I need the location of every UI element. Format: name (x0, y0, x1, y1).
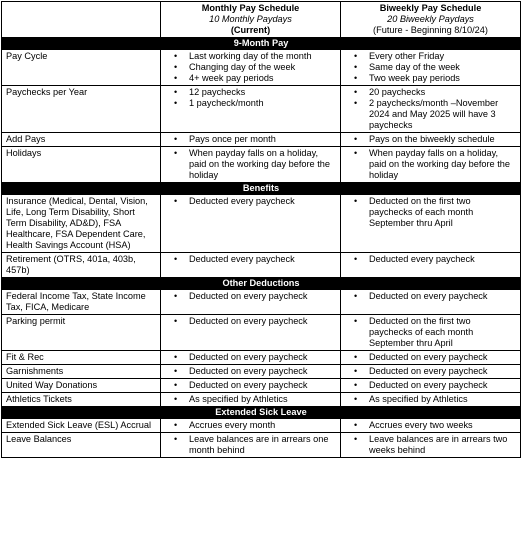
section-header-benefits: Benefits (2, 183, 521, 195)
biweekly-cell (341, 195, 521, 253)
monthly-cell (161, 50, 341, 86)
table-row (2, 195, 521, 253)
section-row (2, 278, 521, 290)
bullet-list (345, 380, 516, 391)
bullet-item: • When payday falls on a holiday, paid on the working day before the holiday (369, 148, 516, 181)
row-label: Leave Balances (2, 433, 161, 458)
bullet-list (345, 254, 516, 265)
biweekly-cell (341, 365, 521, 379)
bullet-list (165, 434, 336, 456)
row-label: Paychecks per Year (2, 86, 161, 133)
bullet-item: • Accrues every two weeks (369, 420, 516, 431)
row-label: Retirement (OTRS, 401a, 403b, 457b) (2, 253, 161, 278)
table-row (2, 315, 521, 351)
table-row (2, 433, 521, 458)
table-row (2, 365, 521, 379)
monthly-cell (161, 147, 341, 183)
bullet-list (165, 134, 336, 145)
monthly-cell (161, 379, 341, 393)
section-header-nine-month: 9-Month Pay (2, 38, 521, 50)
bullet-item: • Same day of the week (369, 62, 516, 73)
bullet-list (165, 196, 336, 207)
bullet-item: • Deducted every paycheck (189, 196, 336, 207)
row-label: United Way Donations (2, 379, 161, 393)
bullet-list (345, 434, 516, 456)
bullet-list (345, 316, 516, 349)
biweekly-cell (341, 50, 521, 86)
header-empty-cell (2, 2, 161, 38)
row-label: Pay Cycle (2, 50, 161, 86)
section-row (2, 183, 521, 195)
bullet-list (345, 352, 516, 363)
bullet-item: • As specified by Athletics (189, 394, 336, 405)
table-row (2, 86, 521, 133)
bullet-list (165, 352, 336, 363)
bullet-list (345, 420, 516, 431)
section-row (2, 407, 521, 419)
bullet-item: • Pays on the biweekly schedule (369, 134, 516, 145)
monthly-cell (161, 351, 341, 365)
bullet-list (165, 87, 336, 109)
bullet-item: • 4+ week pay periods (189, 73, 336, 84)
bullet-list (165, 366, 336, 377)
table-row (2, 351, 521, 365)
table-row (2, 50, 521, 86)
bullet-item: • Leave balances are in arrears two weeks behind (369, 434, 516, 456)
bullet-item: • Deducted on every paycheck (369, 352, 516, 363)
bullet-item: • Last working day of the month (189, 51, 336, 62)
biweekly-subtitle: 20 Biweekly Paydays (387, 14, 474, 24)
monthly-header (161, 2, 341, 38)
monthly-cell (161, 419, 341, 433)
header-row (2, 2, 521, 38)
row-label: Federal Income Tax, State Income Tax, FICA, Medicare (2, 290, 161, 315)
row-label: Holidays (2, 147, 161, 183)
row-label: Garnishments (2, 365, 161, 379)
row-label: Insurance (Medical, Dental, Vision, Life, Long Term Disability, Short Term Disability, AD&D), FSA Healthcare, FSA Dependent Care, Health Savings Account (HSA) (2, 195, 161, 253)
biweekly-cell (341, 419, 521, 433)
biweekly-cell (341, 393, 521, 407)
biweekly-header (341, 2, 521, 38)
bullet-item: • Deducted on every paycheck (189, 316, 336, 327)
bullet-list (345, 196, 516, 229)
monthly-cell (161, 365, 341, 379)
bullet-list (345, 51, 516, 84)
biweekly-cell (341, 133, 521, 147)
bullet-list (345, 366, 516, 377)
bullet-item: • Deducted on the first two paychecks of each month September thru April (369, 196, 516, 229)
bullet-item: • 2 paychecks/month –November 2024 and May 2025 will have 3 paychecks (369, 98, 516, 131)
biweekly-cell (341, 433, 521, 458)
monthly-cell (161, 86, 341, 133)
monthly-subtitle: 10 Monthly Paydays (209, 14, 292, 24)
monthly-cell (161, 393, 341, 407)
monthly-cell (161, 195, 341, 253)
monthly-cell (161, 315, 341, 351)
bullet-item: • 12 paychecks (189, 87, 336, 98)
bullet-item: • Deducted on every paycheck (189, 291, 336, 302)
section-row (2, 38, 521, 50)
table-row (2, 393, 521, 407)
bullet-list (165, 148, 336, 181)
table-row (2, 253, 521, 278)
bullet-item: • Deducted every paycheck (189, 254, 336, 265)
biweekly-note: (Future - Beginning 8/10/24) (373, 25, 488, 35)
table-row (2, 419, 521, 433)
bullet-item: • Leave balances are in arrears one month behind (189, 434, 336, 456)
section-header-extended-sick-leave: Extended Sick Leave (2, 407, 521, 419)
row-label: Parking permit (2, 315, 161, 351)
bullet-list (165, 51, 336, 84)
table-row (2, 147, 521, 183)
monthly-cell (161, 290, 341, 315)
bullet-list (345, 394, 516, 405)
monthly-cell (161, 253, 341, 278)
bullet-item: • Deducted on every paycheck (369, 291, 516, 302)
bullet-item: • When payday falls on a holiday, paid on the working day before the holiday (189, 148, 336, 181)
bullet-item: • Deducted every paycheck (369, 254, 516, 265)
bullet-item: • Deducted on every paycheck (189, 352, 336, 363)
monthly-cell (161, 133, 341, 147)
bullet-item: • 20 paychecks (369, 87, 516, 98)
bullet-item: • Changing day of the week (189, 62, 336, 73)
bullet-item: • Deducted on the first two paychecks of each month September thru April (369, 316, 516, 349)
biweekly-title: Biweekly Pay Schedule (379, 3, 482, 13)
bullet-item: • Accrues every month (189, 420, 336, 431)
biweekly-cell (341, 253, 521, 278)
bullet-item: • Deducted on every paycheck (189, 366, 336, 377)
row-label: Extended Sick Leave (ESL) Accrual (2, 419, 161, 433)
bullet-list (165, 316, 336, 327)
bullet-list (165, 394, 336, 405)
biweekly-cell (341, 315, 521, 351)
bullet-list (165, 254, 336, 265)
monthly-note: (Current) (230, 25, 271, 35)
biweekly-cell (341, 86, 521, 133)
biweekly-cell (341, 147, 521, 183)
bullet-item: • Deducted on every paycheck (189, 380, 336, 391)
bullet-item: • Deducted on every paycheck (369, 366, 516, 377)
bullet-list (345, 87, 516, 131)
bullet-item: • Two week pay periods (369, 73, 516, 84)
monthly-title: Monthly Pay Schedule (201, 3, 300, 13)
bullet-list (165, 420, 336, 431)
bullet-list (345, 148, 516, 181)
bullet-list (165, 380, 336, 391)
biweekly-cell (341, 379, 521, 393)
table-row (2, 133, 521, 147)
bullet-item: • Every other Friday (369, 51, 516, 62)
row-label: Fit & Rec (2, 351, 161, 365)
pay-schedule-comparison-table (1, 1, 521, 458)
monthly-cell (161, 433, 341, 458)
row-label: Add Pays (2, 133, 161, 147)
biweekly-cell (341, 290, 521, 315)
bullet-item: • Deducted on every paycheck (369, 380, 516, 391)
table-row (2, 290, 521, 315)
bullet-item: • 1 paycheck/month (189, 98, 336, 109)
bullet-item: • Pays once per month (189, 134, 336, 145)
bullet-list (165, 291, 336, 302)
table-row (2, 379, 521, 393)
section-header-other-deductions: Other Deductions (2, 278, 521, 290)
bullet-list (345, 291, 516, 302)
bullet-list (345, 134, 516, 145)
biweekly-cell (341, 351, 521, 365)
bullet-item: • As specified by Athletics (369, 394, 516, 405)
row-label: Athletics Tickets (2, 393, 161, 407)
